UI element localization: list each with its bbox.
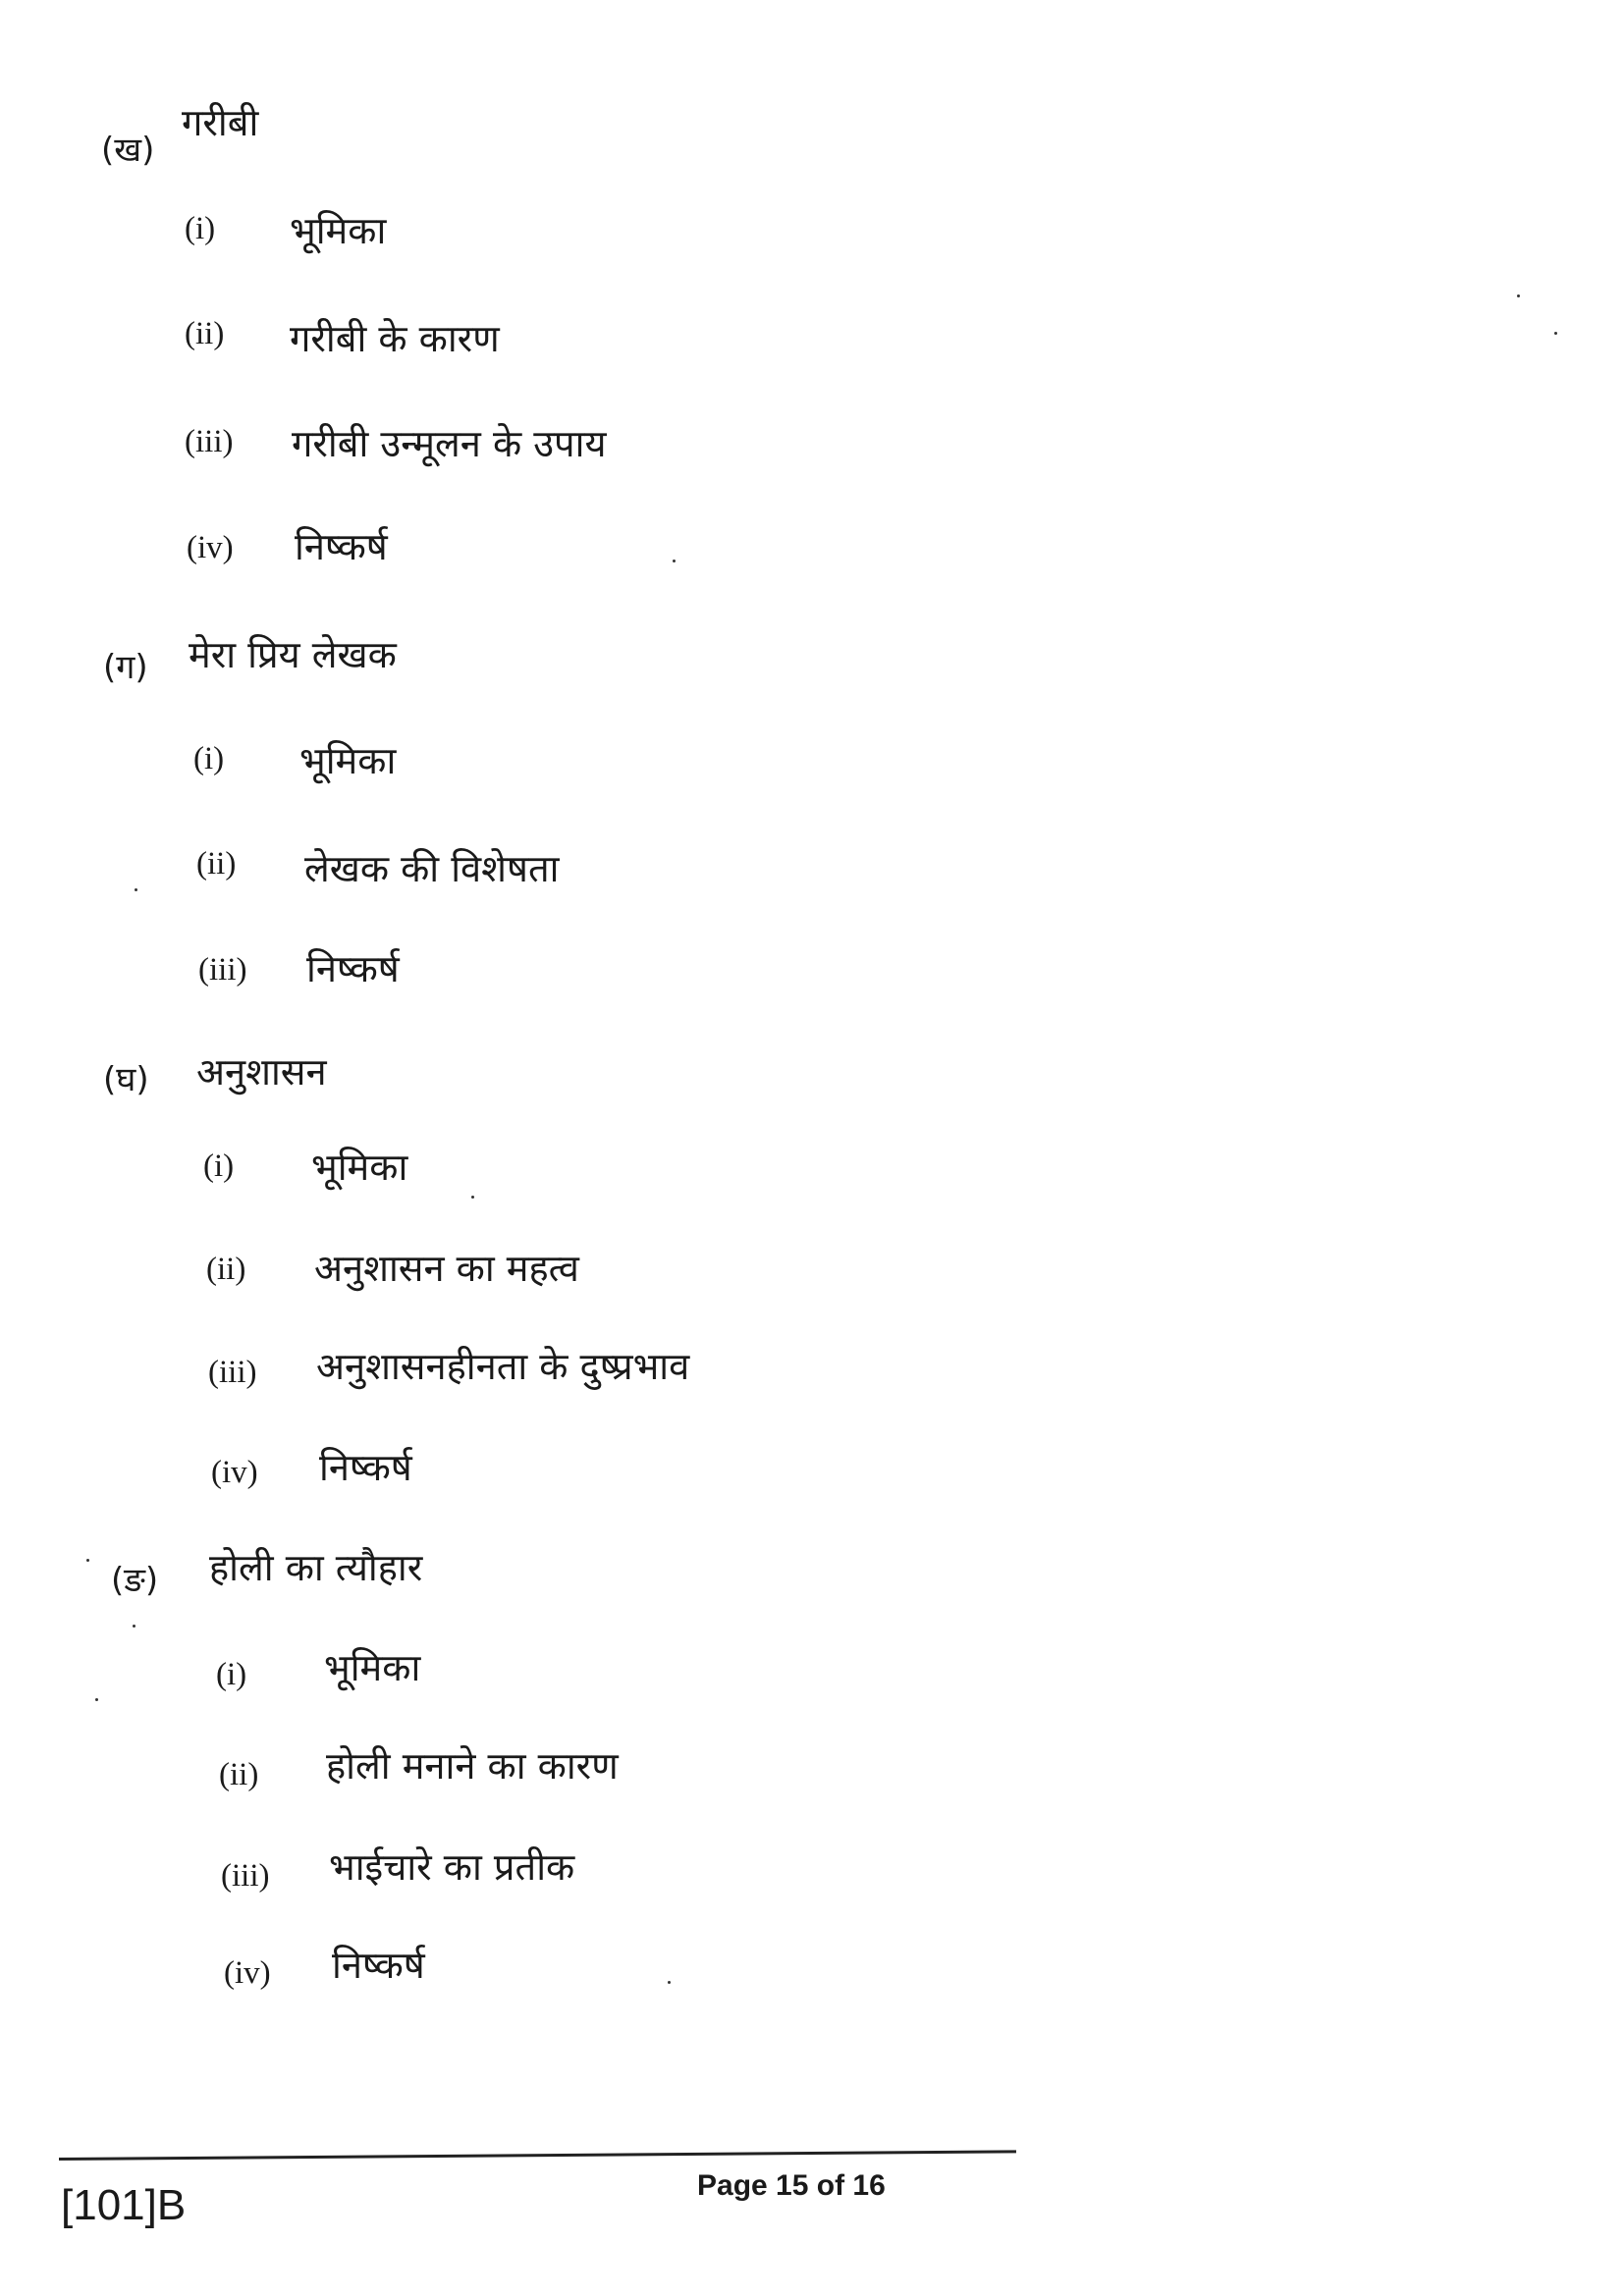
- item-text: भाईचारे का प्रतीक: [329, 1845, 575, 1889]
- item-number: (ii): [196, 846, 237, 881]
- item-text: गरीबी के कारण: [290, 317, 500, 360]
- scan-speck: [673, 560, 676, 562]
- scan-speck: [135, 888, 137, 891]
- scan-speck: [86, 1559, 89, 1562]
- section-marker: (ग): [103, 648, 148, 687]
- item-number: (i): [203, 1148, 235, 1184]
- scan-speck: [133, 1625, 135, 1628]
- section-marker: (ख): [101, 131, 155, 170]
- item-number: (iv): [187, 530, 234, 565]
- scan-speck: [471, 1196, 474, 1199]
- item-number: (ii): [219, 1757, 259, 1792]
- item-text: निष्कर्ष: [319, 1446, 412, 1489]
- item-text: होली मनाने का कारण: [326, 1744, 619, 1788]
- item-number: (ii): [185, 316, 225, 351]
- section-title: गरीबी: [182, 101, 259, 144]
- item-text: अनुशासनहीनता के दुष्प्रभाव: [316, 1345, 690, 1388]
- scan-speck: [668, 1981, 671, 1984]
- item-text: गरीबी उन्मूलन के उपाय: [292, 422, 607, 465]
- item-text: निष्कर्ष: [332, 1944, 425, 1987]
- item-text: निष्कर्ष: [295, 525, 388, 568]
- item-number: (iv): [224, 1955, 271, 1991]
- page-number: Page 15 of 16: [697, 2169, 886, 2202]
- item-number: (ii): [206, 1252, 246, 1287]
- item-text: भूमिका: [324, 1646, 421, 1689]
- item-text: अनुशासन का महत्व: [314, 1247, 579, 1290]
- item-number: (iii): [185, 424, 234, 459]
- section-title: होली का त्यौहार: [209, 1546, 423, 1589]
- item-text: भूमिका: [311, 1146, 408, 1189]
- item-number: (iii): [221, 1858, 270, 1894]
- item-text: लेखक की विशेषता: [304, 847, 560, 890]
- item-number: (i): [216, 1657, 247, 1692]
- scan-speck: [1554, 332, 1557, 335]
- item-number: (i): [185, 211, 216, 246]
- section-marker: (ङ): [111, 1561, 159, 1600]
- item-text: भूमिका: [290, 209, 387, 252]
- section-title: अनुशासन: [196, 1050, 327, 1094]
- item-text: निष्कर्ष: [306, 947, 400, 990]
- scan-speck: [1517, 294, 1520, 297]
- item-number: (iii): [208, 1355, 257, 1390]
- section-marker: (घ): [103, 1060, 149, 1099]
- item-text: भूमिका: [299, 739, 397, 782]
- item-number: (iv): [211, 1455, 258, 1490]
- scan-speck: [95, 1698, 98, 1701]
- footer-divider: [59, 2150, 1016, 2161]
- section-title: मेरा प्रिय लेखक: [189, 633, 397, 676]
- item-number: (iii): [198, 952, 247, 988]
- item-number: (i): [193, 741, 225, 776]
- paper-code: [101]B: [61, 2181, 187, 2229]
